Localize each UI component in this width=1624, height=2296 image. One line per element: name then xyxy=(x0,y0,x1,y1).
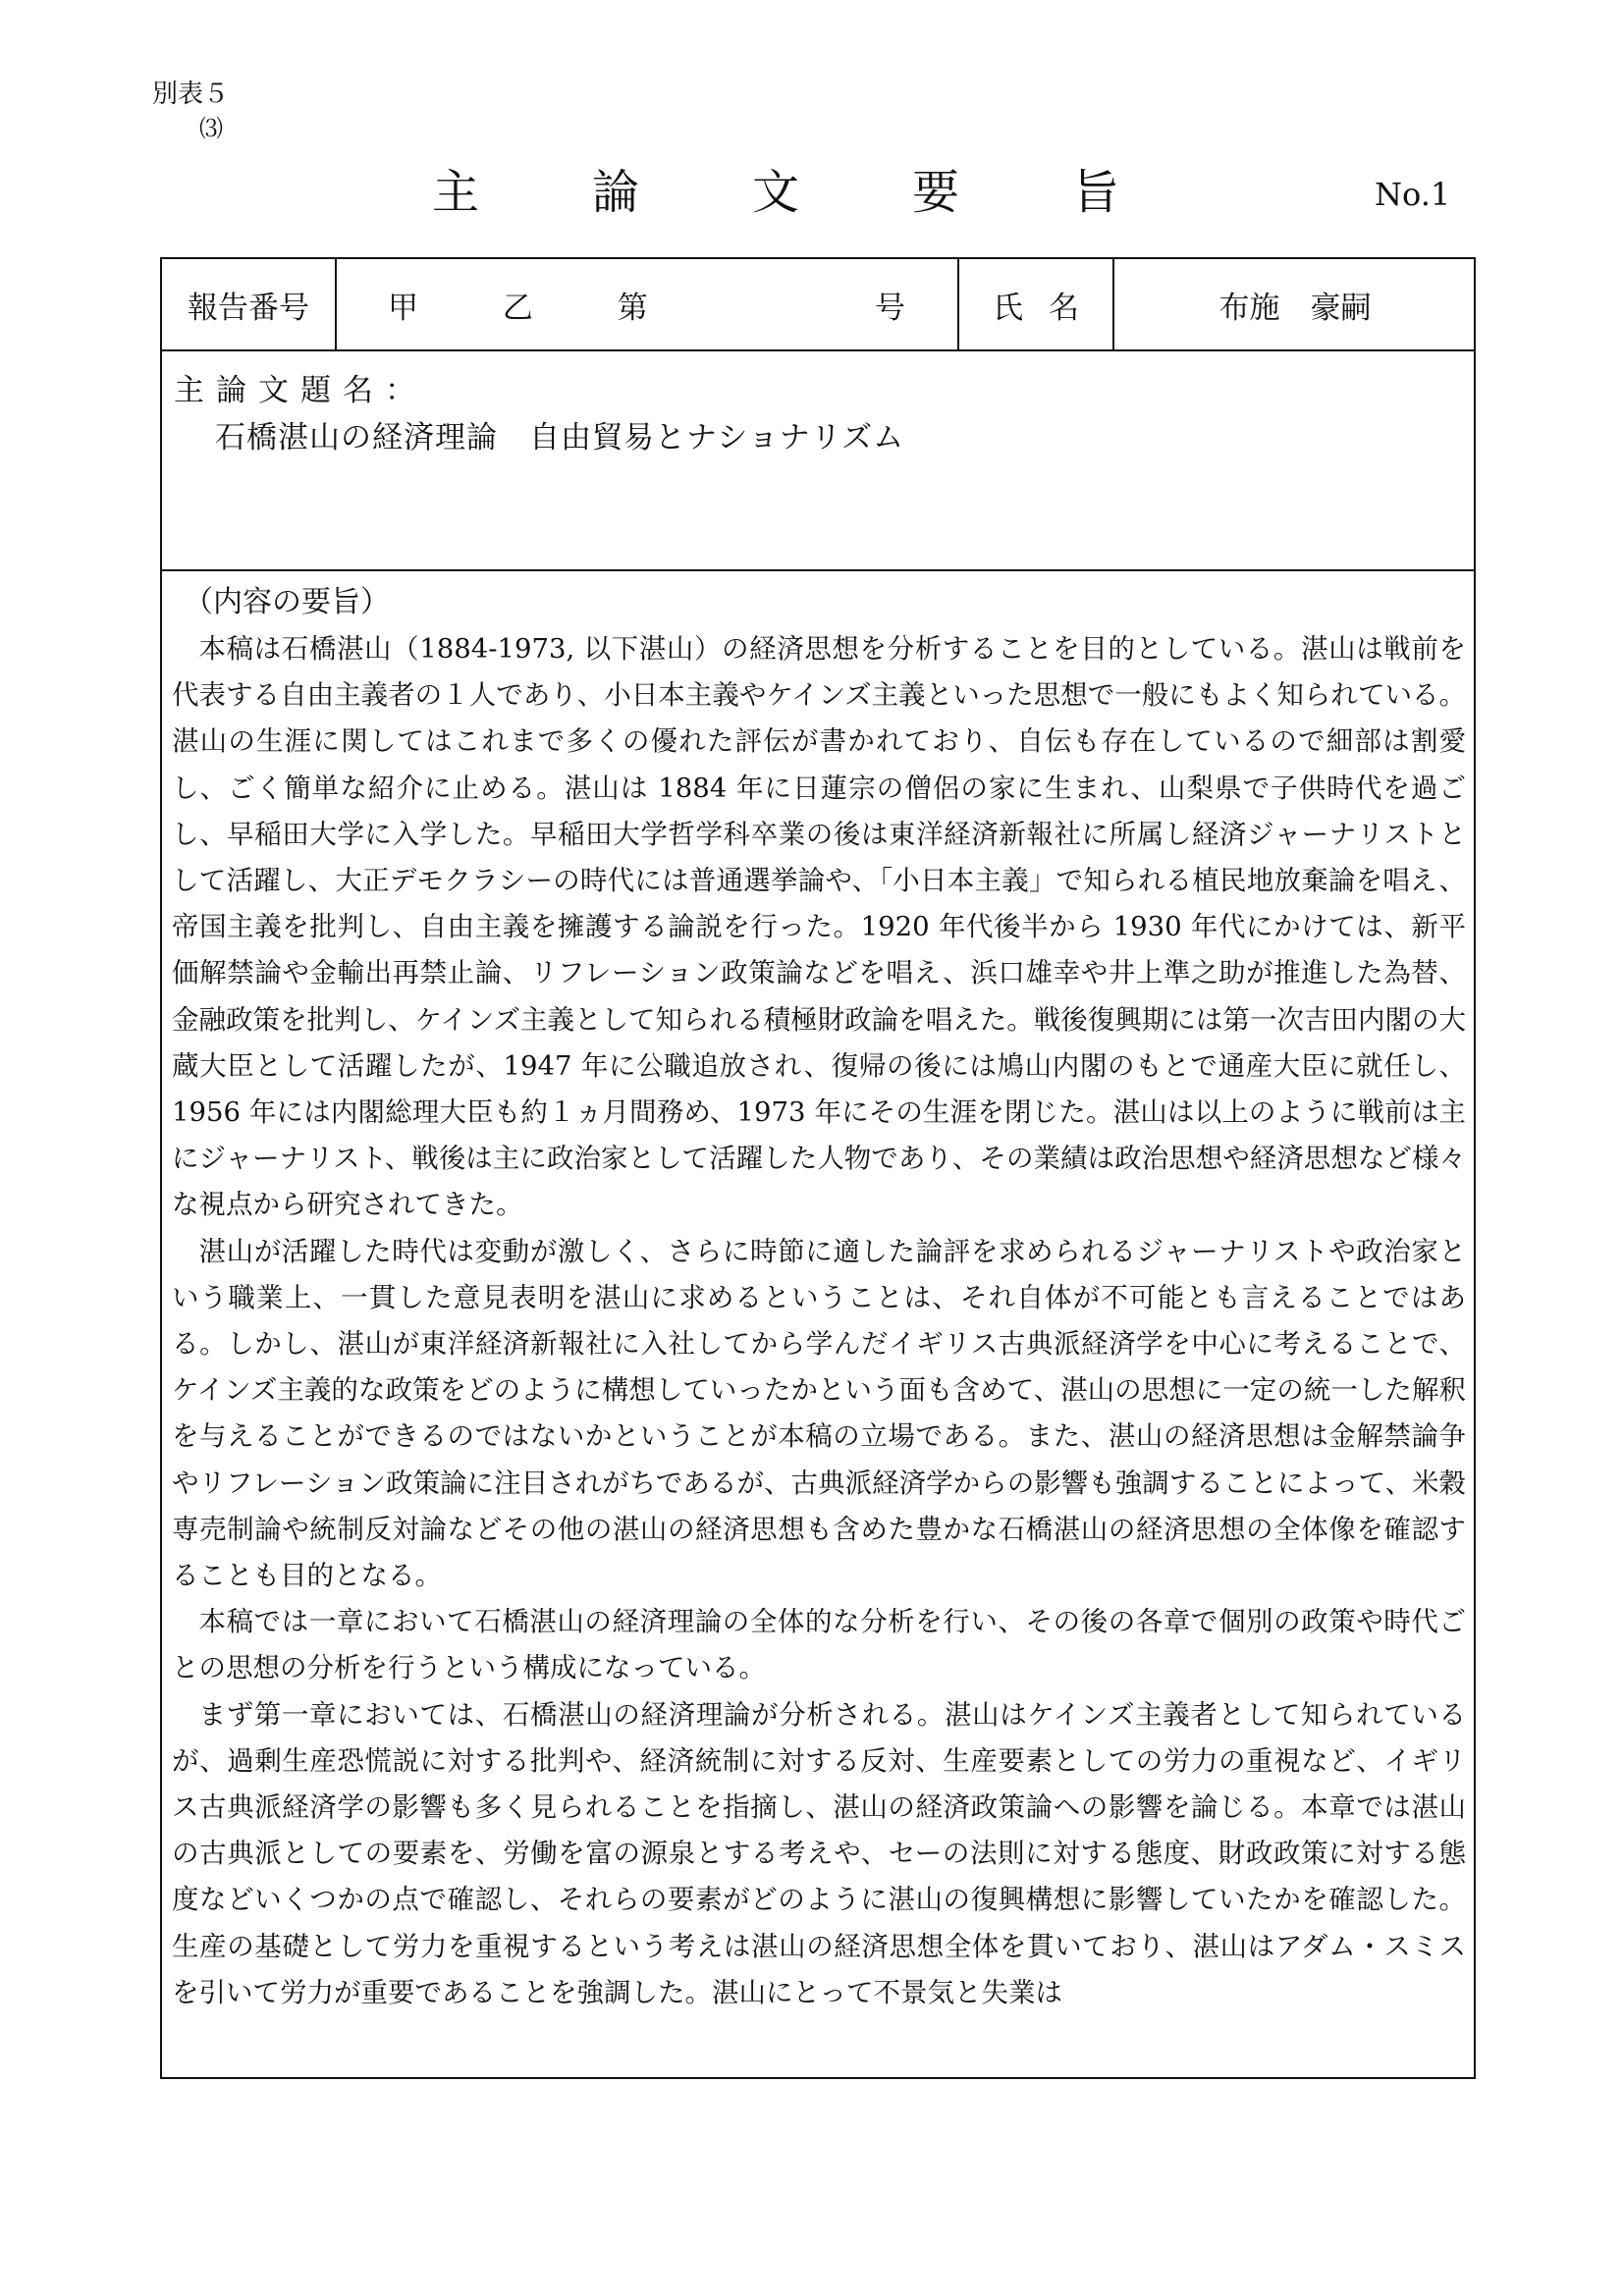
report-number-suffix: 号 xyxy=(875,290,905,326)
title-char: 主 xyxy=(432,164,480,220)
summary-paragraph: 本稿では一章において石橋湛山の経済理論の全体的な分析を行い、その後の各章で個別の政策や時代ごとの思想の分析を行うという構成になっている。 xyxy=(172,1606,1466,1684)
summary-section xyxy=(162,571,1474,2077)
report-number-label: 報告番号 xyxy=(162,259,337,349)
summary-paragraph: 湛山が活躍した時代は変動が激しく、さらに時節に適した論評を求められるジャーナリストや政治家という職業上、一貫した意見表明を湛山に求めるということは、それ自体が不可能とも言えることではある。しかし、湛山が東洋経済新報社に入社してから学んだイギリス古典派経済学を中心に考えることで、ケインズ主義的な政策をどのように構想していったかという面も含めて、湛山の思想に一定の統一した解釈を与えることができるのではないかということが本稿の立場である。また、湛山の経済思想は金解禁論争やリフレーション政策論に注目されがちであるが、古典派経済学からの影響も強調することによって、米穀専売制論や統制反対論などその他の湛山の経済思想も含めた豊かな石橋湛山の経済思想の全体像を確認することも目的となる。 xyxy=(172,1235,1466,1592)
thesis-title-label: 主論文題名： xyxy=(174,373,427,408)
title-char: 文 xyxy=(751,164,799,220)
title-char: 旨 xyxy=(1071,164,1119,220)
summary-form xyxy=(160,257,1476,2079)
report-row xyxy=(162,259,1474,351)
page-title xyxy=(432,153,1119,222)
title-char: 論 xyxy=(591,164,639,220)
thesis-title: 石橋湛山の経済理論 自由貿易とナショナリズム xyxy=(215,420,905,455)
thesis-title-row xyxy=(162,351,1474,571)
summary-paragraph: まず第一章においては、石橋湛山の経済理論が分析される。湛山はケインズ主義者として知られているが、過剰生産恐慌説に対する批判や、経済統制に対する反対、生産要素としての労力の重視など、イギリス古典派経済学の影響も多く見られることを指摘し、湛山の経済政策論への影響を論じる。本章では湛山の古典派としての要素を、労働を富の源泉とする考えや、セーの法則に対する態度、財政政策に対する態度などいくつかの点で確認し、それらの要素がどのように湛山の復興構想に影響していたかを確認した。生産の基礎として労力を重視するという考えは湛山の経済思想全体を貫いており、湛山はアダム・スミスを引いて労力が重要であることを強調した。湛山にとって不景気と失業は xyxy=(172,1698,1466,2008)
title-char: 要 xyxy=(911,164,959,220)
appendix-sub-label: ⑶ xyxy=(199,115,223,142)
appendix-label: 別表５ xyxy=(152,80,230,109)
report-number-prefix: 甲 乙 第 xyxy=(388,290,685,326)
report-number-cell xyxy=(337,259,959,349)
summary-paragraph: 本稿は石橋湛山（1884-1973, 以下湛山）の経済思想を分析することを目的としている。湛山は戦前を代表する自由主義者の１人であり、小日本主義やケインズ主義といった思想で一般にもよく知られている。湛山の生涯に関してはこれまで多くの優れた評伝が書かれており、自伝も存在しているので細部は割愛し、ごく簡単な紹介に止める。湛山は 1884 年に日蓮宗の僧侶の家に生まれ、山梨県で子供時代を過ごし、早稲田大学に入学した。早稲田大学哲学科卒業の後は東洋経済新報社に所属し経済ジャーナリストとして活躍し、大正デモクラシーの時代には普通選挙論や、「小日本主義」で知られる植民地放棄論を唱え、帝国主義を批判し、自由主義を擁護する論説を行った。1920 年代後半から 1930 年代にかけては、新平価解禁論や金輸出再禁止論、リフレーション政策論などを唱え、浜口雄幸や井上準之助が推進した為替、金融政策を批判し、ケインズ主義として知られる積極財政論を唱えた。戦後復興期には第一次吉田内閣の大蔵大臣として活躍したが、1947 年に公職追放され、復帰の後には鳩山内閣のもとで通産大臣に就任し、1956 年には内閣総理大臣も約１ヵ月間務め、1973 年にその生涯を閉じた。湛山は以上のように戦前は主にジャーナリスト、戦後は主に政治家として活躍した人物であり、その業績は政治思想や経済思想など様々な視点から研究されてきた。 xyxy=(172,633,1466,1221)
summary-heading: （内容の要旨） xyxy=(184,585,390,619)
author-name: 布施 豪嗣 xyxy=(1218,290,1372,326)
name-label: 氏名 xyxy=(959,259,1114,349)
summary-body xyxy=(172,626,1466,2016)
document-number: No.1 xyxy=(1375,176,1451,213)
